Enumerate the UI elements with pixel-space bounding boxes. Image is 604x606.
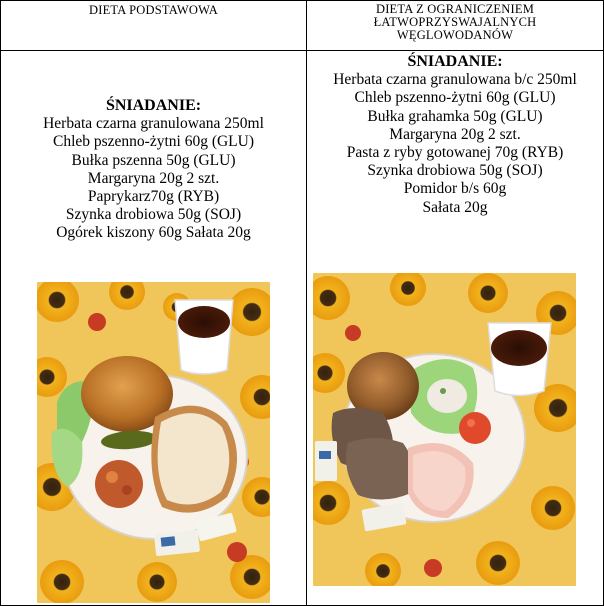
menu-item: Margaryna 20g 2 szt.	[389, 125, 521, 143]
menu-item: Chleb pszenno-żytni 60g (GLU)	[354, 89, 556, 107]
menu-low-carb-diet	[307, 53, 603, 217]
menu-item: Pasta z ryby gotowanej 70g (RYB)	[346, 144, 564, 162]
menu-item: Herbata czarna granulowana b/c 250ml	[333, 71, 577, 89]
menu-item: Paprykarz70g (RYB)	[87, 188, 220, 206]
meal-title: ŚNIADANIE:	[407, 53, 503, 70]
table-border-top	[0, 0, 604, 1]
meal-title: ŚNIADANIE:	[105, 97, 202, 114]
column-header-basic-diet	[1, 4, 306, 17]
menu-item: Bułka pszenna 50g (GLU)	[71, 151, 236, 169]
menu-item: Szynka drobiowa 50g (SOJ)	[65, 206, 242, 224]
menu-item: Szynka drobiowa 50g (SOJ)	[367, 162, 543, 180]
column-header-low-carb-diet	[307, 3, 603, 42]
header-line: WĘGLOWODANÓW	[396, 28, 514, 42]
menu-item: Margaryna 20g 2 szt.	[87, 169, 220, 187]
header-line: DIETA Z OGRANICZENIEM	[375, 2, 535, 16]
header-divider	[0, 50, 604, 51]
menu-item: Ogórek kiszony 60g Sałata 20g	[56, 224, 251, 242]
breakfast-photo-basic	[37, 282, 270, 603]
breakfast-photo-low-carb	[313, 273, 576, 586]
menu-item: Sałata 20g	[422, 198, 488, 216]
breakfast-photo-low-carb-image	[313, 273, 576, 586]
table-border-left	[0, 0, 1, 606]
menu-item: Chleb pszenno-żytni 60g (GLU)	[52, 133, 255, 151]
menu-item: Herbata czarna granulowana 250ml	[43, 115, 264, 133]
breakfast-photo-basic-image	[37, 282, 270, 603]
menu-item: Bułka grahamka 50g (GLU)	[367, 107, 543, 125]
menu-item: Pomidor b/s 60g	[403, 180, 507, 198]
menu-basic-diet	[1, 97, 306, 243]
header-line: DIETA PODSTAWOWA	[88, 3, 218, 17]
header-line: ŁATWOPRZYSWAJALNYCH	[373, 15, 537, 29]
